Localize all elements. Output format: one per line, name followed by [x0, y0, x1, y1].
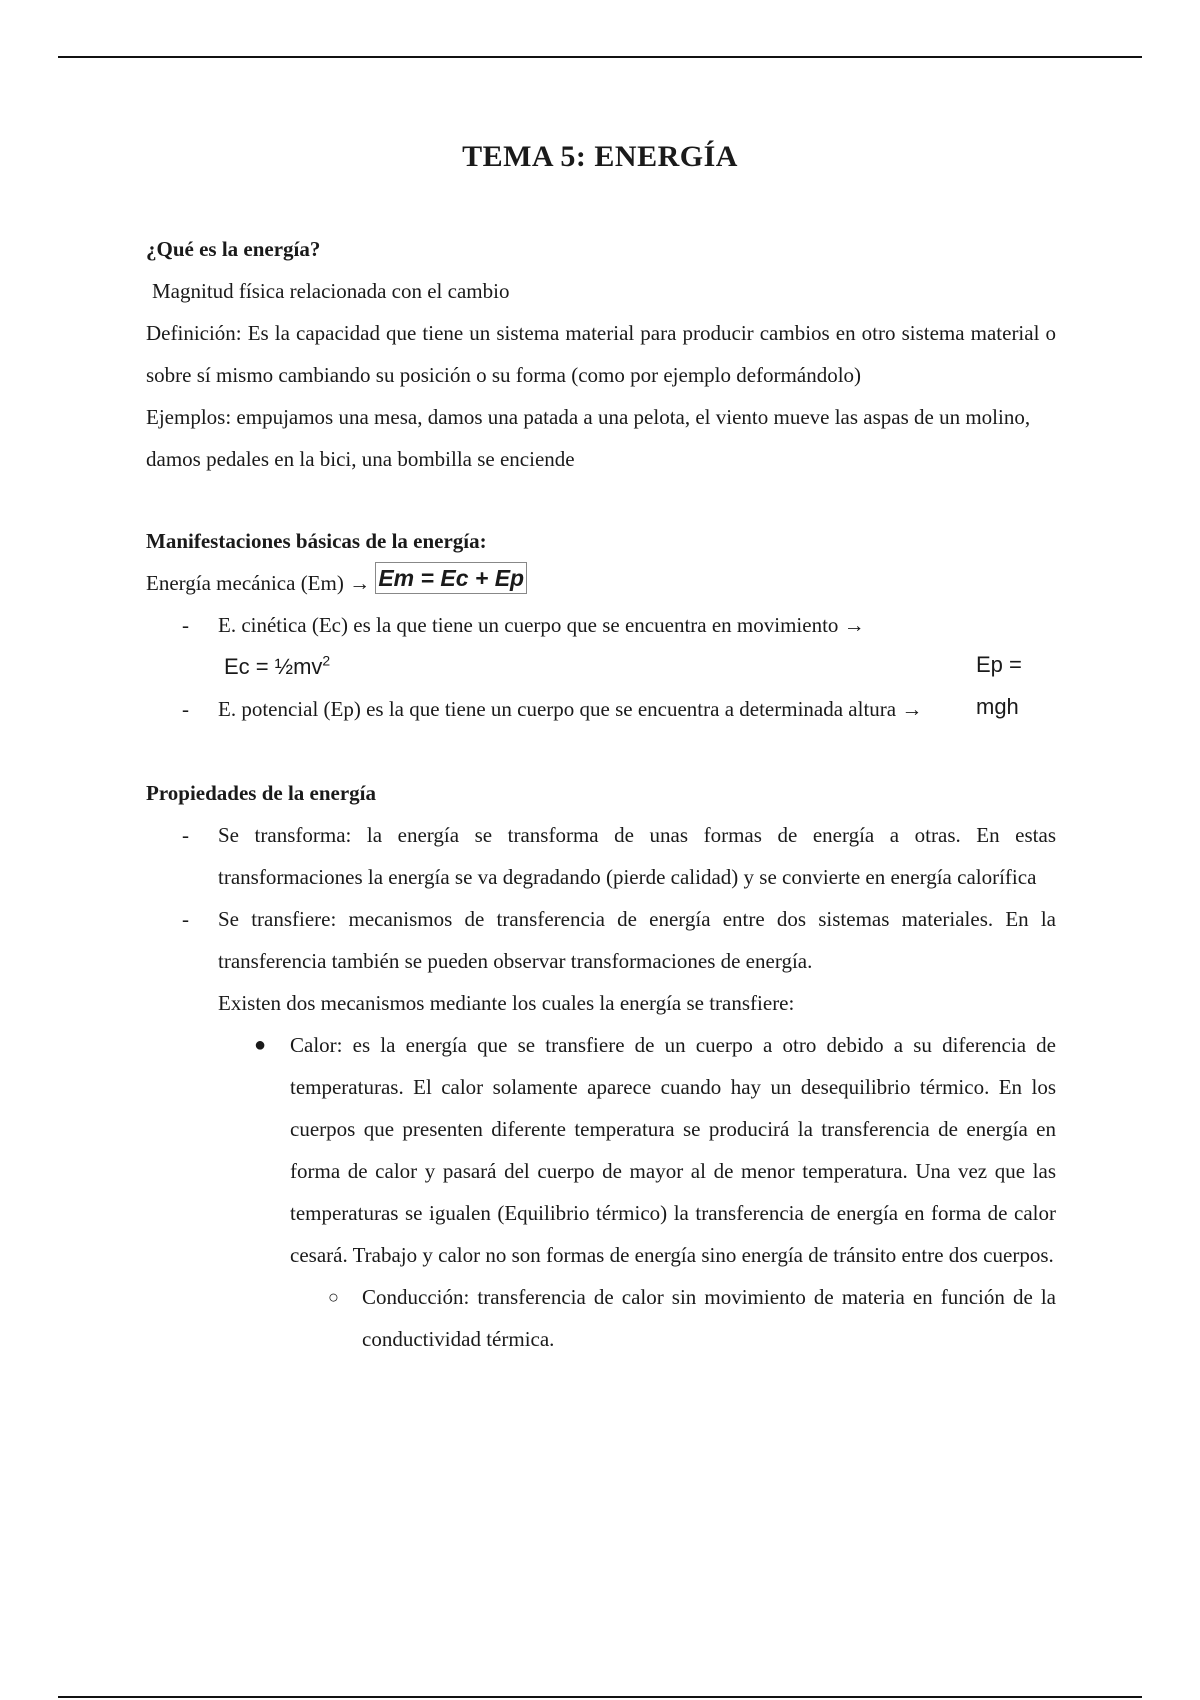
- section-heading-what-is-energy: ¿Qué es la energía?: [146, 237, 321, 261]
- heat-text: Calor: es la energía que se transfiere de un cuerpo a otro debido a su diferencia de temperaturas. El calor solamente aparece cuando hay un desequilibrio térmico. En los cuerpos que presenten diferente temperatura se producirá la transferencia de energía en forma de calor y pasará del cuerpo de mayor al de menor temperatura. Una vez que las temperaturas se igualen (Equilibrio térmico) la transferencia de energía en forma de calor cesará. Trabajo y calor no son formas de energía sino energía de tránsito entre dos cuerpos.: [290, 1033, 1056, 1267]
- transfer-text: Se transfiere: mecanismos de transferencia de energía entre dos sistemas materiales. En la transferencia también se pueden observar transformaciones de energía.: [218, 907, 1056, 973]
- footer-rule: [58, 1696, 1142, 1698]
- potential-text: E. potencial (Ep) es la que tiene un cuerpo que se encuentra a determinada altura →: [218, 697, 923, 721]
- list-item-potential: [146, 688, 1056, 730]
- intro-text: Magnitud física relacionada con el cambio: [152, 279, 510, 303]
- mechanical-energy-label: Energía mecánica (Em) →: [146, 571, 371, 595]
- list-item-conduction: [328, 1276, 1056, 1360]
- definition-text: Definición: Es la capacidad que tiene un sistema material para producir cambios en otro sistema material o sobre sí mismo cambiando su posición o su forma (como por ejemplo deformándolo): [146, 321, 1056, 387]
- circle-marker: ○: [328, 1287, 339, 1307]
- mechanisms-intro: Existen dos mecanismos mediante los cuales la energía se transfiere:: [218, 991, 795, 1015]
- kinetic-formula: $Ec = \frac{1}{2}mv^2$: [224, 652, 331, 679]
- document-body: [146, 228, 1056, 1360]
- examples-text: Ejemplos: empujamos una mesa, damos una patada a una pelota, el viento mueve las aspas de un molino, damos pedales en la bici, una bombilla se enciende: [146, 405, 1031, 471]
- potential-formula: Ep = mgh: [976, 652, 1022, 719]
- list-item-transform: [146, 814, 1056, 898]
- list-item-heat: [254, 1024, 1056, 1276]
- section-heading-manifestations: Manifestaciones básicas de la energía:: [146, 529, 487, 553]
- dash-marker: -: [182, 613, 189, 637]
- list-item-kinetic: [146, 604, 1056, 646]
- transform-text: Se transforma: la energía se transforma de unas formas de energía a otras. En estas transformaciones la energía se va degradando (pierde calidad) y se convierte en energía calorífica: [218, 823, 1056, 889]
- bullet-marker: ●: [254, 1034, 267, 1056]
- kinetic-text: E. cinética (Ec) es la que tiene un cuerpo que se encuentra en movimiento →: [218, 613, 865, 637]
- list-item-transfer: [146, 898, 1056, 982]
- mechanical-energy-formula: Em = Ec + Ep: [375, 562, 527, 594]
- section-heading-properties: Propiedades de la energía: [146, 781, 377, 805]
- page-title: TEMA 5: ENERGÍA: [462, 140, 738, 173]
- dash-marker: -: [182, 697, 189, 721]
- spacer: [146, 480, 1056, 520]
- spacer: [146, 730, 1056, 772]
- dash-marker: -: [182, 823, 189, 847]
- dash-marker: -: [182, 907, 189, 931]
- mechanical-energy-line: [146, 562, 1056, 604]
- conduction-text: Conducción: transferencia de calor sin movimiento de materia en función de la conductividad térmica.: [362, 1285, 1056, 1351]
- header-rule: [58, 56, 1142, 58]
